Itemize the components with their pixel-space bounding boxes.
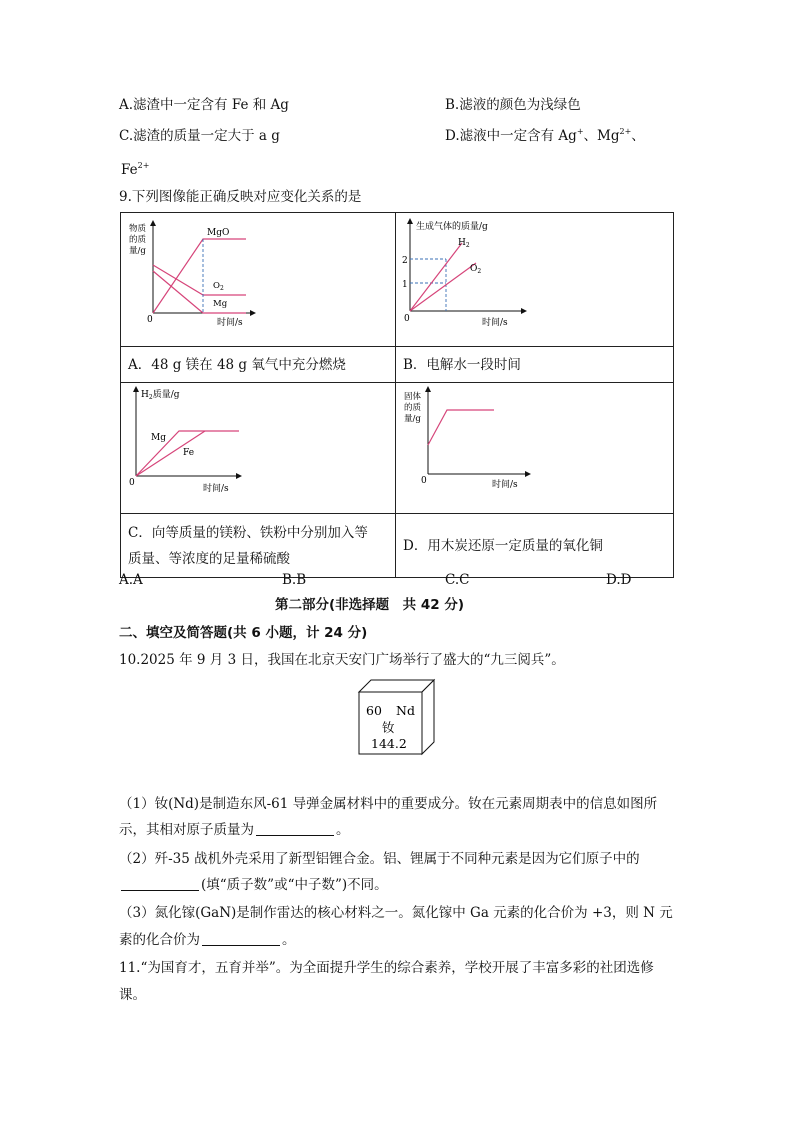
o2-curve	[153, 265, 246, 295]
q10-part3-end: 。	[282, 932, 296, 948]
graph-d	[396, 383, 673, 509]
fe-symbol: Fe	[121, 162, 138, 178]
y-label: $H_2$质量/g	[141, 390, 180, 401]
mg-label: Mg	[151, 433, 166, 443]
y-label-3: 量/g	[129, 246, 146, 256]
o2-label: $O_2$	[213, 281, 224, 292]
fe-label: Fe	[183, 448, 195, 458]
cube-side	[422, 680, 434, 754]
graph-c	[121, 383, 395, 509]
q11-line2: 课。	[119, 987, 146, 1003]
mg-charge: 2+	[619, 127, 632, 136]
graph-d-cell	[396, 383, 674, 514]
y-label-1: 固体	[404, 392, 422, 402]
choice-b: B.B	[282, 572, 307, 588]
q10-part1-line2	[119, 821, 350, 839]
h2-label: $H_2$	[458, 238, 470, 249]
atomic-number: 60	[366, 703, 382, 718]
x-label: 时间/s	[217, 318, 243, 328]
option-d	[445, 127, 645, 145]
element-name: 钕	[382, 720, 395, 735]
y-label: 生成气体的质量/g	[416, 222, 488, 232]
q10-part1-text: 示，其相对原子质量为	[119, 822, 254, 838]
graph-a-cell	[121, 213, 396, 347]
mg-label: Mg	[213, 299, 228, 309]
y-label-3: 量/g	[404, 414, 421, 424]
option-d-suffix: 、	[631, 128, 645, 144]
caption-d: D．用木炭还原一定质量的氧化铜	[396, 514, 674, 578]
tick-2: 2	[402, 256, 408, 266]
q10-stem: 10.2025 年 9 月 3 日，我国在北京天安门广场举行了盛大的“九三阅兵”。	[119, 652, 565, 668]
section-heading: 二、填空及简答题(共 6 小题，计 24 分)	[119, 625, 368, 641]
origin-label: 0	[421, 476, 427, 486]
origin-label: 0	[129, 478, 135, 488]
fe-curve	[136, 431, 205, 476]
answer-blank-2[interactable]	[121, 877, 199, 891]
graph-b	[396, 213, 673, 342]
o2-curve	[410, 263, 476, 311]
option-d-prefix: D.滤液中一定含有 Ag	[445, 128, 577, 144]
mgo-curve	[153, 239, 246, 313]
answer-blank-3[interactable]	[202, 932, 280, 946]
element-symbol: Nd	[396, 703, 415, 718]
part2-heading: 第二部分(非选择题 共 42 分)	[275, 597, 465, 613]
option-d-continued	[121, 161, 149, 179]
caption-c	[121, 514, 396, 578]
q10-part3-line1: （3）氮化镓(GaN)是制作雷达的核心材料之一。氮化镓中 Ga 元素的化合价为 +3，则 N 元	[119, 905, 673, 921]
tick-1: 1	[402, 280, 408, 290]
x-label: 时间/s	[492, 480, 518, 490]
q10-part3-text: 素的化合价为	[119, 932, 200, 948]
cube-top	[359, 680, 434, 692]
y-label-2: 的质	[404, 403, 422, 413]
q10-part1-line1: （1）钕(Nd)是制造东风-61 导弹金属材料中的重要成分。钕在元素周期表中的信息如图所	[119, 796, 658, 812]
q10-part3-line2	[119, 931, 296, 949]
ag-charge: +	[576, 127, 584, 136]
h2-curve	[410, 243, 462, 311]
graph-b-cell	[396, 213, 674, 347]
option-c: C.滤渣的质量一定大于 a g	[119, 128, 280, 144]
q11-line1: 11.“为国育才，五育并举”。为全面提升学生的综合素养，学校开展了丰富多彩的社团选修	[119, 960, 654, 976]
option-d-mid: 、Mg	[583, 128, 620, 144]
origin-label: 0	[147, 315, 153, 325]
solid-mass-curve	[428, 410, 494, 445]
mgo-label: MgO	[207, 228, 230, 238]
graph-a	[121, 213, 395, 342]
choice-a: A.A	[119, 572, 143, 588]
q10-part2-line1: （2）歼-35 战机外壳采用了新型铝锂合金。铝、锂属于不同种元素是因为它们原子中的	[119, 851, 640, 867]
atomic-mass: 144.2	[371, 736, 407, 751]
element-card-nd	[356, 678, 438, 762]
choice-d: D.D	[606, 572, 632, 588]
caption-a: A．48 g 镁在 48 g 氧气中充分燃烧	[121, 347, 396, 383]
fe-charge: 2+	[137, 161, 150, 170]
x-label: 时间/s	[203, 484, 229, 494]
x-label: 时间/s	[482, 318, 508, 328]
q9-graph-table	[120, 212, 674, 578]
option-a: A.滤渣中一定含有 Fe 和 Ag	[119, 97, 289, 113]
caption-b: B．电解水一段时间	[396, 347, 674, 383]
origin-label: 0	[404, 314, 410, 324]
answer-blank-1[interactable]	[256, 822, 334, 836]
choice-c: C.C	[445, 572, 470, 588]
y-label-2: 的质	[129, 235, 147, 245]
q9-stem: 9.下列图像能正确反映对应变化关系的是	[119, 189, 362, 205]
caption-c-line1: C．向等质量的镁粉、铁粉中分别加入等	[128, 524, 368, 541]
q10-part2-text: (填“质子数”或“中子数”)不同。	[201, 877, 388, 893]
q10-part1-end: 。	[336, 822, 350, 838]
o2-label: $O_2$	[470, 264, 482, 275]
graph-c-cell	[121, 383, 396, 514]
caption-c-line2: 质量、等浓度的足量稀硫酸	[128, 550, 290, 567]
option-b: B.滤液的颜色为浅绿色	[445, 97, 581, 113]
y-label-1: 物质	[129, 224, 147, 234]
q10-part2-line2	[119, 876, 388, 894]
